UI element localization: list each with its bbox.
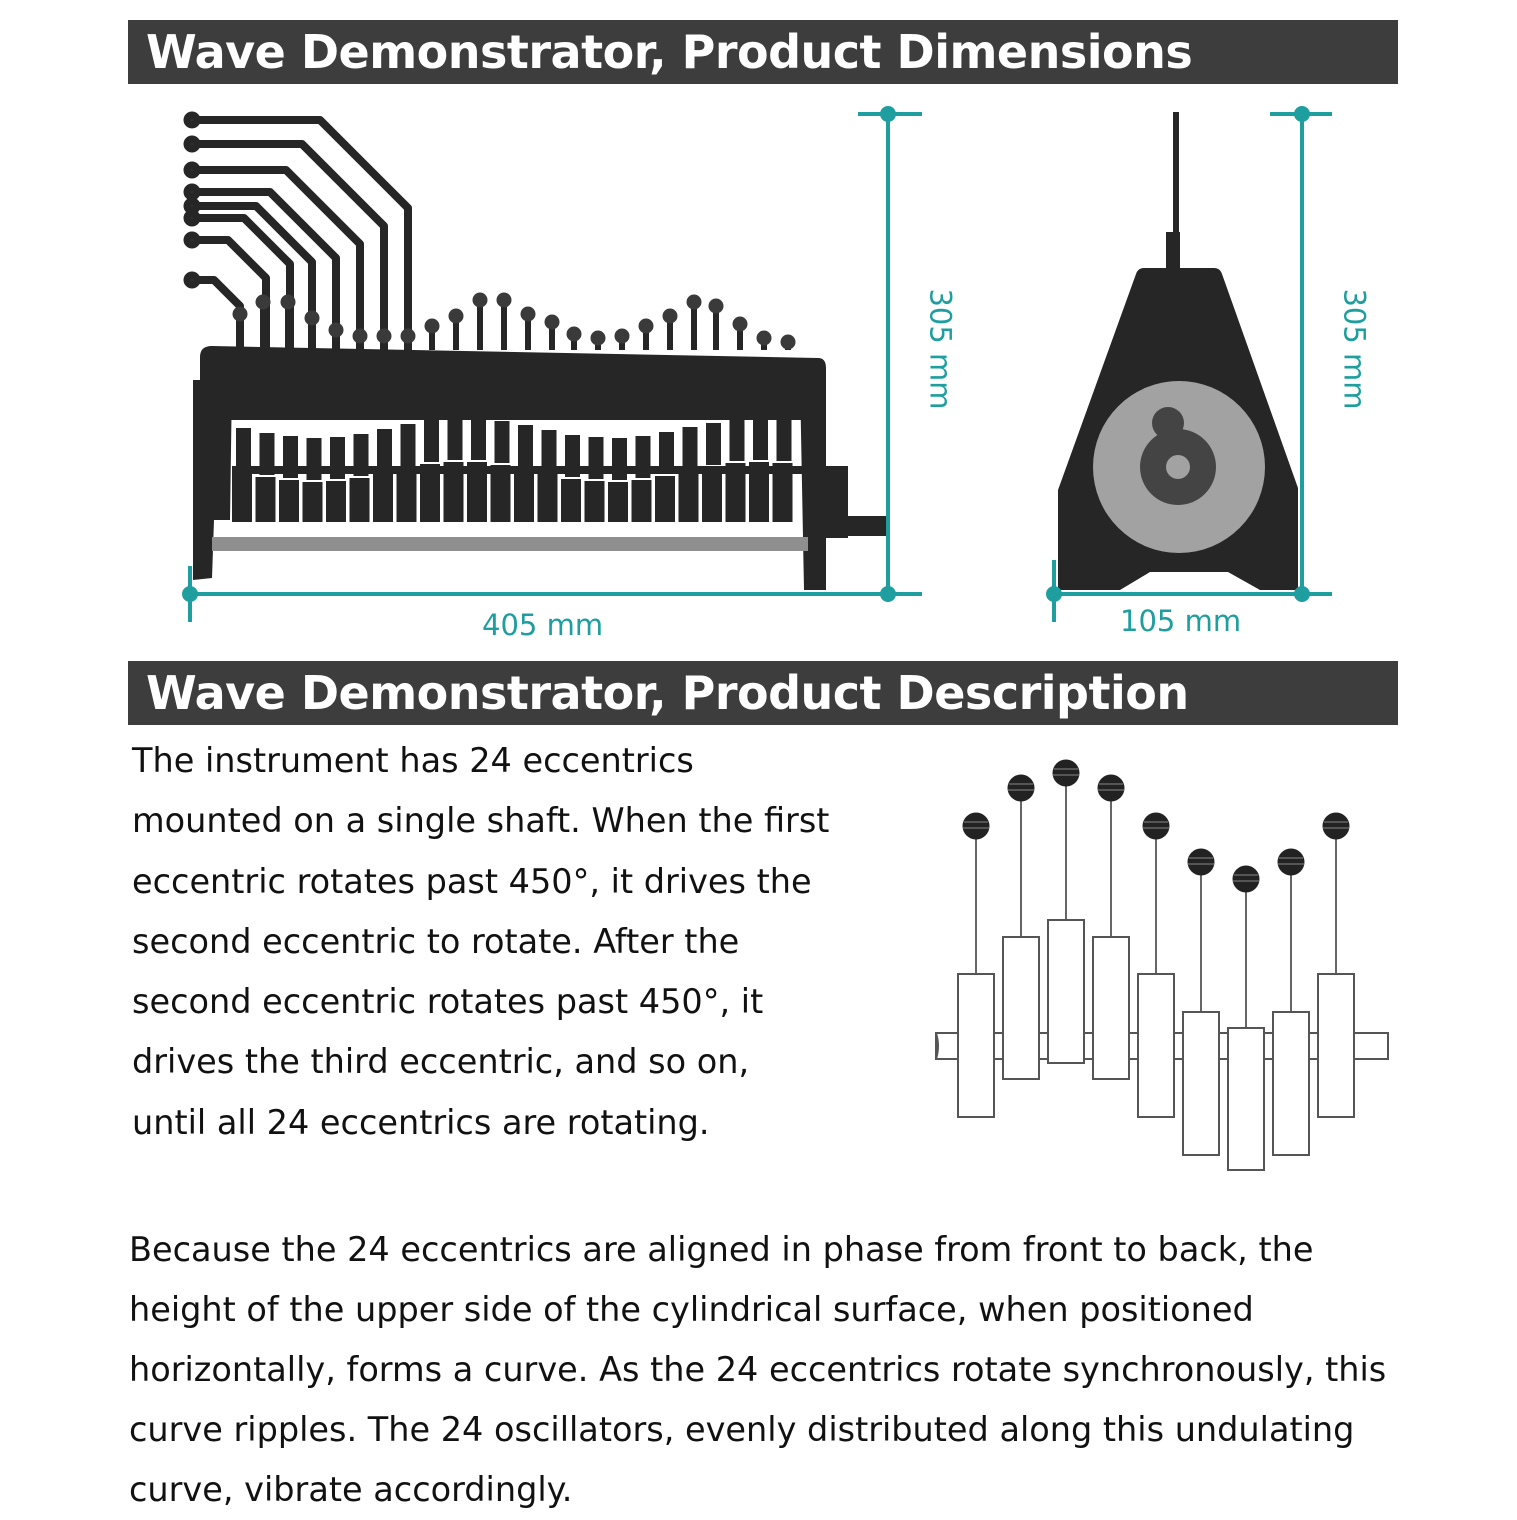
- schematic-oscillator-ball: [1233, 866, 1260, 893]
- dimensions-section-title: Wave Demonstrator, Product Dimensions: [146, 25, 1193, 79]
- schematic-eccentric-block: [1183, 1012, 1219, 1155]
- schematic-oscillator-ball: [963, 813, 990, 840]
- schematic-eccentric-block: [1318, 974, 1354, 1117]
- side-width-label: 405 mm: [482, 608, 604, 642]
- description-paragraph-2: Because the 24 eccentrics are aligned in phase from front to back, the height of the upper side of the cylindrical surface, when positioned horizontally, forms a curve. As the 24 eccentrics rotate synchronously, this curve ripples. The 24 oscillators, evenly distributed along this undulating curve, vibrate accordingly.: [129, 1230, 1387, 1509]
- end-width-label: 105 mm: [1120, 604, 1242, 638]
- description-section-title: Wave Demonstrator, Product Description: [146, 666, 1189, 720]
- schematic-eccentric-block: [958, 974, 994, 1117]
- schematic-eccentric-block: [1048, 920, 1084, 1063]
- schematic-eccentrics: [958, 760, 1354, 1171]
- schematic-oscillator-ball: [1278, 849, 1305, 876]
- schematic-oscillator-ball: [1143, 813, 1170, 840]
- schematic-eccentric-block: [1228, 1028, 1264, 1170]
- side-height-label: 305 mm: [923, 288, 958, 410]
- schematic-oscillator-ball: [1323, 813, 1350, 840]
- schematic-oscillator-ball: [1098, 775, 1125, 802]
- schematic-eccentric-block: [1273, 1012, 1309, 1155]
- schematic-oscillator-ball: [1188, 849, 1215, 876]
- description-paragraph-1: The instrument has 24 eccentrics mounted on a single shaft. When the first eccentric rotates past 450°, it drives the second eccentric to rotate. After the second eccentric rotates past 450°, it drives the third eccentric, and so on, until all 24 eccentrics are rotating.: [132, 741, 830, 1142]
- schematic-oscillator-ball: [1053, 760, 1080, 787]
- schematic-eccentric-block: [1093, 937, 1129, 1079]
- schematic-eccentric-block: [1003, 937, 1039, 1079]
- schematic-eccentric-block: [1138, 974, 1174, 1117]
- end-height-label: 305 mm: [1337, 288, 1372, 410]
- schematic-oscillator-ball: [1008, 775, 1035, 802]
